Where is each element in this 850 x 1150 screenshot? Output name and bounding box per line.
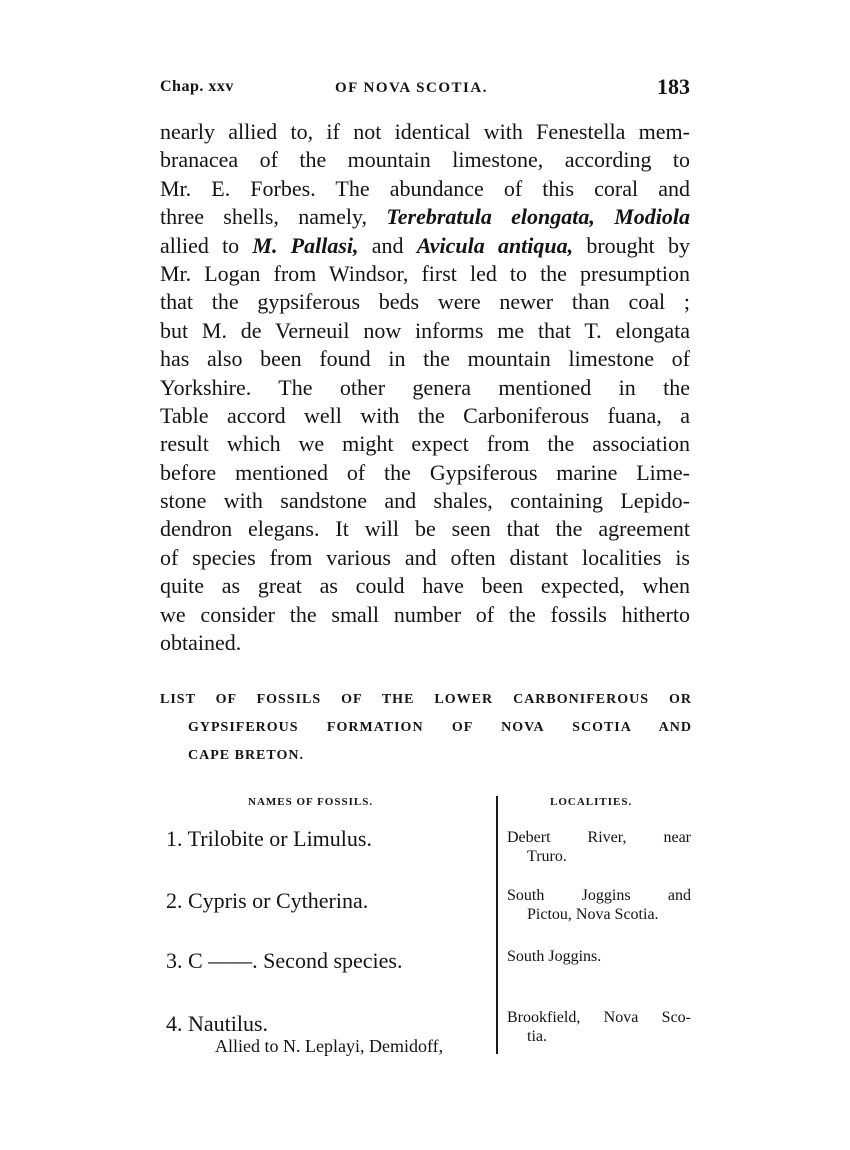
locality-line: South Joggins and — [507, 887, 691, 904]
text-line — [160, 402, 690, 430]
locality-entry — [507, 828, 691, 866]
text-run: but M. de Verneuil now informs me that T. elongata — [160, 317, 690, 343]
chapter-label: Chap. xxv — [160, 78, 234, 95]
page-number: 183 — [657, 74, 690, 99]
text-run: before mentioned of the Gypsiferous marine Lime- — [160, 459, 690, 485]
column-header-localities: LOCALITIES. — [550, 796, 633, 808]
text-line — [160, 345, 690, 373]
text-run: Table accord well with the Carboniferous fuana, a — [160, 402, 690, 428]
fossil-name: 4. Nautilus. — [166, 1011, 269, 1036]
locality-line: Pictou, Nova Scotia. — [527, 906, 659, 923]
text-line — [160, 515, 690, 543]
locality-line: South Joggins. — [507, 948, 602, 965]
text-line — [160, 288, 690, 316]
text-line — [160, 459, 690, 487]
list-title-line: GYPSIFEROUS FORMATION OF NOVA SCOTIA AND — [188, 720, 692, 735]
text-run: dendron elegans. It will be seen that the agreement — [160, 516, 690, 542]
italic-term: M. Pallasi, — [252, 232, 359, 258]
text-run: Mr. Logan from Windsor, first led to the presumption — [160, 260, 690, 286]
text-line — [160, 232, 690, 260]
italic-term: Avicula antiqua, — [416, 232, 574, 258]
text-run: allied to — [160, 232, 253, 258]
text-line — [160, 601, 690, 629]
italic-term: Modiola — [614, 204, 690, 230]
text-line — [160, 572, 690, 600]
list-title-line: LIST OF FOSSILS OF THE LOWER CARBONIFEROUS OR — [160, 692, 692, 707]
text-line — [160, 146, 690, 174]
text-run — [595, 204, 614, 229]
text-line — [160, 487, 690, 515]
italic-term: Terebratula elongata, — [386, 204, 595, 230]
text-line — [160, 544, 690, 572]
text-run: of species from various and often distant localities is — [160, 544, 690, 570]
text-run: brought by — [573, 232, 690, 258]
text-run: quite as great as could have been expected, when — [160, 573, 690, 599]
text-run: Mr. E. Forbes. The abundance of this coral and — [160, 175, 690, 201]
text-run: we consider the small number of the fossils hitherto — [160, 601, 690, 627]
text-line — [160, 430, 690, 458]
text-run: obtained. — [160, 630, 242, 656]
list-title — [160, 686, 692, 770]
text-line — [160, 317, 690, 345]
text-run: branacea of the mountain limestone, according to — [160, 147, 690, 173]
locality-entry — [507, 947, 691, 966]
text-line — [160, 374, 690, 402]
body-paragraph — [160, 118, 690, 657]
text-run: that the gypsiferous beds were newer than coal ; — [160, 289, 690, 315]
text-line — [160, 118, 690, 146]
fossil-name: 3. C ——. Second species. — [166, 948, 403, 973]
text-run: nearly allied to, if not identical with Fenestella mem- — [160, 119, 690, 144]
text-line — [160, 629, 690, 657]
fossil-name: 2. Cypris or Cytherina. — [166, 888, 369, 913]
running-title: OF NOVA SCOTIA. — [335, 80, 488, 96]
locality-line: tia. — [527, 1028, 547, 1045]
text-run: three shells, namely, — [160, 204, 387, 230]
list-title-line: CAPE BRETON. — [188, 748, 304, 763]
running-header — [160, 74, 690, 102]
text-run: Yorkshire. The other genera mentioned in the — [160, 374, 690, 400]
text-line — [160, 203, 690, 231]
text-run: result which we might expect from the association — [160, 431, 690, 457]
fossil-note: Allied to N. Leplayi, Demidoff, — [215, 1036, 444, 1056]
column-header-names: NAMES OF FOSSILS. — [248, 796, 374, 808]
locality-line: Truro. — [527, 848, 567, 865]
text-line — [160, 175, 690, 203]
locality-line: Debert River, near — [507, 829, 691, 846]
locality-entry — [507, 1008, 691, 1046]
fossil-name: 1. Trilobite or Limulus. — [166, 826, 372, 851]
locality-entry — [507, 886, 691, 924]
text-line — [160, 260, 690, 288]
locality-line: Brookfield, Nova Sco- — [507, 1009, 691, 1026]
text-run: stone with sandstone and shales, containing Lepido- — [160, 488, 690, 514]
column-divider — [496, 796, 498, 1054]
text-run: has also been found in the mountain limestone of — [160, 346, 690, 372]
text-run: and — [358, 232, 417, 258]
